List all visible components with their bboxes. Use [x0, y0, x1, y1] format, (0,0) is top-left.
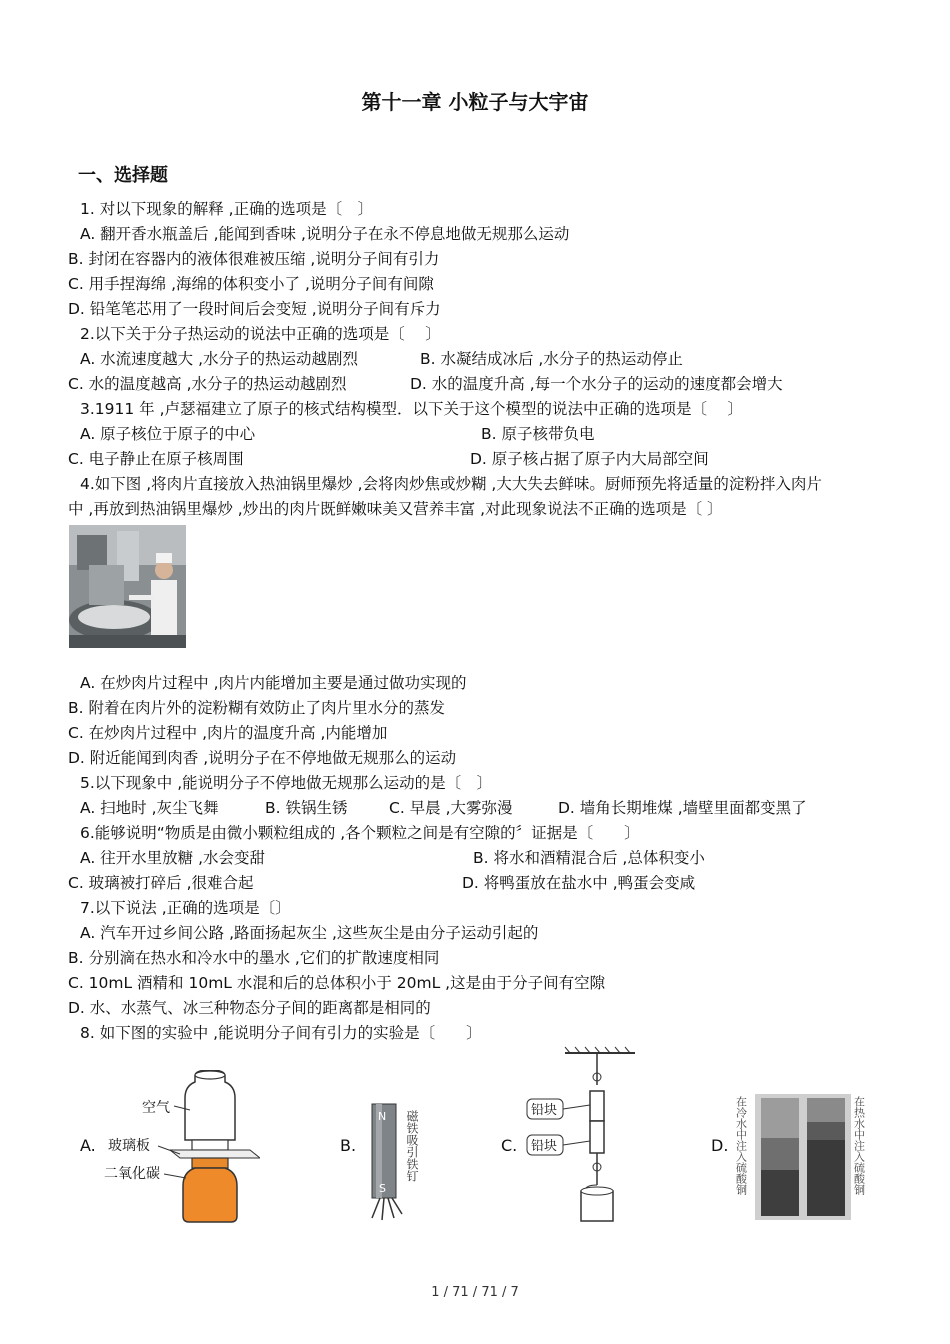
q1-option-a: A. 翻开香水瓶盖后 ,能闻到香味 ,说明分子在永不停息地做无规那么运动 [80, 225, 570, 243]
q7-stem: 7.以下说法 ,正确的选项是〔〕 [80, 899, 291, 917]
fig-a-co2-label: 二氧化碳 [104, 1166, 160, 1182]
figure-b-magnet-nails [360, 1100, 430, 1225]
q5-stem: 5.以下现象中 ,能说明分子不停地做无规那么运动的是〔 〕 [80, 774, 493, 792]
svg-text:N: N [378, 1110, 387, 1123]
q7-option-b: B. 分别滴在热水和冷水中的墨水 ,它们的扩散速度相同 [68, 949, 440, 967]
q8-option-b-label: B. [340, 1136, 357, 1155]
q3-stem: 3.1911 年 ,卢瑟福建立了原子的核式结构模型．以下关于这个模型的说法中正确的选项是〔 〕 [80, 400, 743, 418]
figure-a-diffusion-bottles [100, 1070, 260, 1230]
q1-stem: 1. 对以下现象的解释 ,正确的选项是〔 〕 [80, 200, 374, 218]
q7-option-a: A. 汽车开过乡间公路 ,路面扬起灰尘 ,这些灰尘是由分子运动引起的 [80, 924, 539, 942]
q3-option-c: C. 电子静止在原子核周围 [68, 450, 244, 468]
q7-option-d: D. 水、水蒸气、冰三种物态分子间的距离都是相同的 [68, 999, 431, 1017]
q5-option-a: A. 扫地时 ,灰尘飞舞 [80, 799, 219, 817]
fig-d-left-label: 在冷水中注入硫酸铜 [735, 1096, 748, 1195]
q6-option-c: C. 玻璃被打碎后 ,很难合起 [68, 874, 254, 892]
fig-d-right-label: 在热水中注入硫酸铜 [852, 1096, 866, 1195]
q2-option-c: C. 水的温度越高 ,水分子的热运动越剧烈 [68, 375, 347, 393]
q8-option-d-label: D. [711, 1136, 729, 1155]
q5-option-c: C. 早晨 ,大雾弥漫 [389, 799, 513, 817]
q2-option-a: A. 水流速度越大 ,水分子的热运动越剧烈 [80, 350, 359, 368]
q4-stem-line2: 中 ,再放到热油锅里爆炒 ,炒出的肉片既鲜嫩味美又营养丰富 ,对此现象说法不正确的选项是〔 〕 [68, 500, 723, 518]
q8-stem: 8. 如下图的实验中 ,能说明分子间有引力的实验是〔 〕 [80, 1024, 482, 1042]
q1-option-b: B. 封闭在容器内的液体很难被压缩 ,说明分子间有引力 [68, 250, 440, 268]
q2-option-d: D. 水的温度升高 ,每一个水分子的运动的速度都会增大 [410, 375, 783, 393]
page-footer: 1 / 71 / 71 / 7 [431, 1285, 519, 1300]
fig-c-block1-label: 铅块 [531, 1103, 558, 1118]
q2-option-b: B. 水凝结成冰后 ,水分子的热运动停止 [420, 350, 683, 368]
fig-a-glass-label: 玻璃板 [108, 1138, 150, 1154]
q6-option-d: D. 将鸭蛋放在盐水中 ,鸭蛋会变咸 [462, 874, 696, 892]
q6-option-b: B. 将水和酒精混合后 ,总体积变小 [473, 849, 705, 867]
q8-option-c-label: C. [501, 1136, 518, 1155]
fig-a-air-label: 空气 [142, 1100, 170, 1116]
q4-stem-line1: 4.如下图 ,将肉片直接放入热油锅里爆炒 ,会将肉炒焦或炒糊 ,大大失去鲜味。厨师预先将适量的淀粉拌入肉片 [80, 475, 822, 493]
q1-option-c: C. 用手捏海绵 ,海绵的体积变小了 ,说明分子间有间隙 [68, 275, 434, 293]
q4-option-c: C. 在炒肉片过程中 ,肉片的温度升高 ,内能增加 [68, 724, 388, 742]
section-heading: 一、选择题 [78, 165, 168, 186]
q2-stem: 2.以下关于分子热运动的说法中正确的选项是〔 〕 [80, 325, 441, 343]
q6-stem: 6.能够说明“物质是由微小颗粒组成的 ,各个颗粒之间是有空隙的〞证据是〔 〕 [80, 824, 640, 842]
q5-option-b: B. 铁锅生锈 [265, 799, 348, 817]
q3-option-a: A. 原子核位于原子的中心 [80, 425, 256, 443]
q6-option-a: A. 往开水里放糖 ,水会变甜 [80, 849, 266, 867]
q4-option-d: D. 附近能闻到肉香 ,说明分子在不停地做无规那么的运动 [68, 749, 457, 767]
q7-option-c: C. 10mL 酒精和 10mL 水混和后的总体积小于 20mL ,这是由于分子间有空隙 [68, 974, 606, 992]
q1-option-d: D. 铅笔笔芯用了一段时间后会变短 ,说明分子间有斥力 [68, 300, 441, 318]
q3-option-d: D. 原子核占据了原子内大局部空间 [470, 450, 709, 468]
q8-option-a-label: A. [80, 1136, 96, 1155]
q3-option-b: B. 原子核带负电 [481, 425, 595, 443]
figure-d-water-diffusion [735, 1090, 870, 1225]
page-title: 第十一章 小粒子与大宇宙 [361, 90, 589, 114]
q4-option-a: A. 在炒肉片过程中 ,肉片内能增加主要是通过做功实现的 [80, 674, 467, 692]
q5-option-d: D. 墙角长期堆煤 ,墙壁里面都变黑了 [558, 799, 807, 817]
fig-b-magnet-label: 磁铁吸引铁钉 [405, 1110, 419, 1182]
q4-option-b: B. 附着在肉片外的淀粉糊有效防止了肉片里水分的蒸发 [68, 699, 445, 717]
figure-c-lead-blocks [525, 1045, 645, 1230]
chef-cooking-photo [69, 525, 186, 648]
fig-c-block2-label: 铅块 [531, 1139, 558, 1154]
svg-text:S: S [379, 1182, 386, 1195]
